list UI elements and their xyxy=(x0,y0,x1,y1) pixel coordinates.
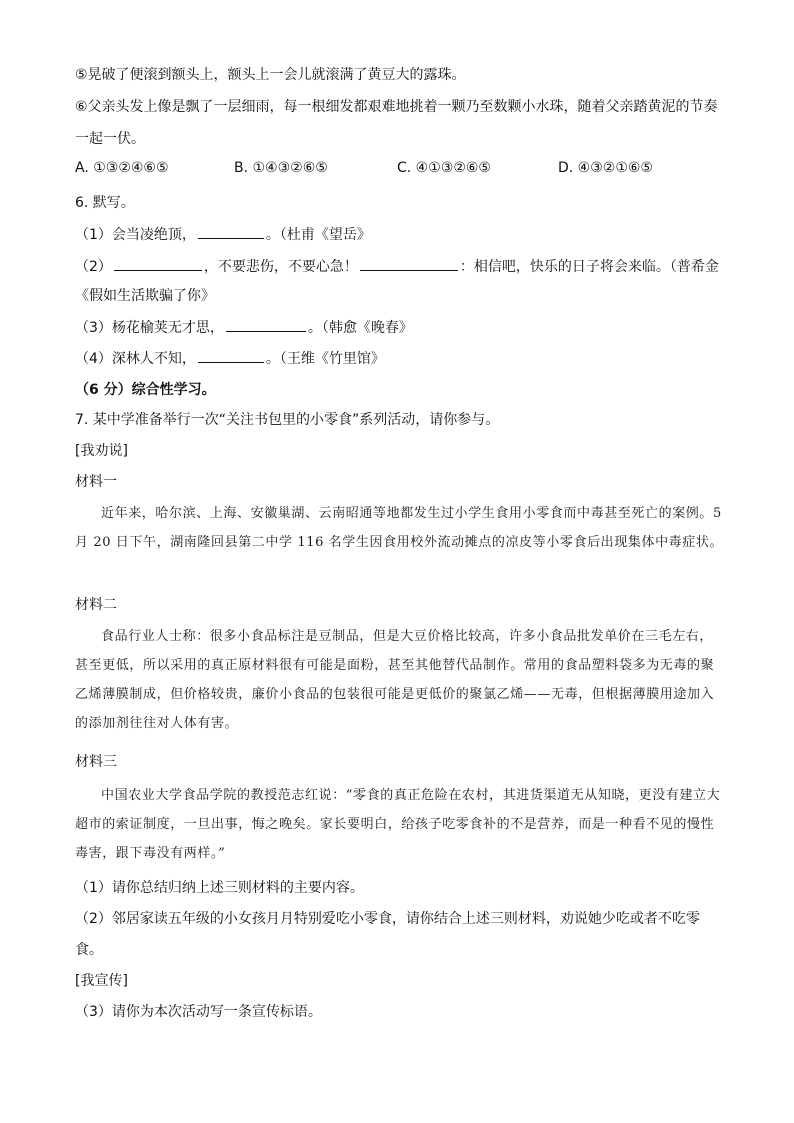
q6-line2-cont: 《假如生活欺骗了你》 xyxy=(75,288,215,304)
q6-line1 xyxy=(75,224,371,245)
answer-blank xyxy=(114,256,202,271)
q6-line2-text-c: ：相信吧，快乐的日子将会来临。（普希金 xyxy=(459,259,719,275)
option-b: B. ①④③②⑥⑤ xyxy=(234,160,328,176)
material-3-title: 材料三 xyxy=(75,754,117,770)
q7-sub-question-1: （1）请你总结归纳上述三则材料的主要内容。 xyxy=(75,880,364,896)
q7-sub-question-2-line2: 食。 xyxy=(75,942,103,958)
q5-item6-line1: ⑥父亲头发上像是飘了一层细雨，每一根细发都艰难地挑着一颗乃至数颗小水珠，随着父亲踏黄泥的节奏 xyxy=(75,99,718,115)
option-c: C. ④①③②⑥⑤ xyxy=(397,160,491,176)
q6-line3-text-b: 。（韩愈《晚春》 xyxy=(307,320,413,336)
section-heading: （6 分）综合性学习。 xyxy=(75,382,216,398)
q6-line1-text-b: 。（杜甫《望岳》 xyxy=(265,227,371,243)
answer-blank xyxy=(226,317,306,332)
q6-line3-text-a: （3）杨花榆荚无才思， xyxy=(75,320,224,336)
answer-blank xyxy=(198,348,264,363)
q6-line3 xyxy=(75,317,413,338)
material-2-title: 材料二 xyxy=(75,597,117,613)
q7-sub-persuade: [我劝说] xyxy=(75,443,128,459)
q7-sub-promote: [我宣传] xyxy=(75,973,128,989)
q6-line4 xyxy=(75,348,385,369)
q7-intro: 7. 某中学准备举行一次“关注书包里的小零食”系列活动，请你参与。 xyxy=(75,412,500,428)
answer-blank xyxy=(198,224,264,239)
option-d: D. ④③②①⑥⑤ xyxy=(558,160,653,176)
q7-sub-question-3: （3）请你为本次活动写一条宣传标语。 xyxy=(75,1004,322,1020)
q7-sub-question-2-line1: （2）邻居家读五年级的小女孩月月特别爱吃小零食，请你结合上述三则材料，劝说她少吃或者不吃零 xyxy=(75,911,700,927)
material-1-title: 材料一 xyxy=(75,474,117,490)
option-a: A. ①③②④⑥⑤ xyxy=(75,160,169,176)
q6-line2-text-a: （2） xyxy=(75,259,112,275)
material-1-text: 近年来，哈尔滨、上海、安徽巢湖、云南昭通等地都发生过小学生食用小零食而中毒甚至死亡的案例。5 月 20 日下午，湖南隆回县第二中学 116 名学生因食用校外流动摊点的凉皮等小零食后出现集体中毒症状。 xyxy=(75,506,724,550)
material-3-text: 中国农业大学食品学院的教授范志红说：“零食的真正危险在农村，其进货渠道无从知晓，更没有建立大超市的索证制度，一旦出事，悔之晚矣。家长要明白，给孩子吃零食补的不是营养，而是一种看不见的慢性毒害，跟下毒没有两样。” xyxy=(75,788,721,861)
q5-item6-line2: 一起一伏。 xyxy=(75,131,145,147)
material-2-text: 食品行业人士称：很多小食品标注是豆制品，但是大豆价格比较高，许多小食品批发单价在三毛左右，甚至更低，所以采用的真正原材料很有可能是面粉，甚至其他替代品制作。常用的食品塑料袋多为无毒的聚乙烯薄膜制成，但价格较贵，廉价小食品的包装很可能是更低价的聚氯乙烯——无毒，但根据薄膜用途加入的添加剂往往对人体有害。 xyxy=(75,629,715,731)
q6-line1-text-a: （1）会当凌绝顶， xyxy=(75,227,196,243)
q6-line2-text-b: ，不要悲伤，不要心急！ xyxy=(203,259,358,275)
q6-line4-text-a: （4）深林人不知， xyxy=(75,351,196,367)
q5-item5: ⑤晃破了便滚到额头上，额头上一会儿就滚满了黄豆大的露珠。 xyxy=(75,67,466,83)
q5-options xyxy=(75,160,735,180)
q6-line2 xyxy=(75,256,719,277)
q6-line4-text-b: 。（王维《竹里馆》 xyxy=(265,351,385,367)
answer-blank xyxy=(360,256,458,271)
q6-title: 6. 默写。 xyxy=(75,195,135,211)
